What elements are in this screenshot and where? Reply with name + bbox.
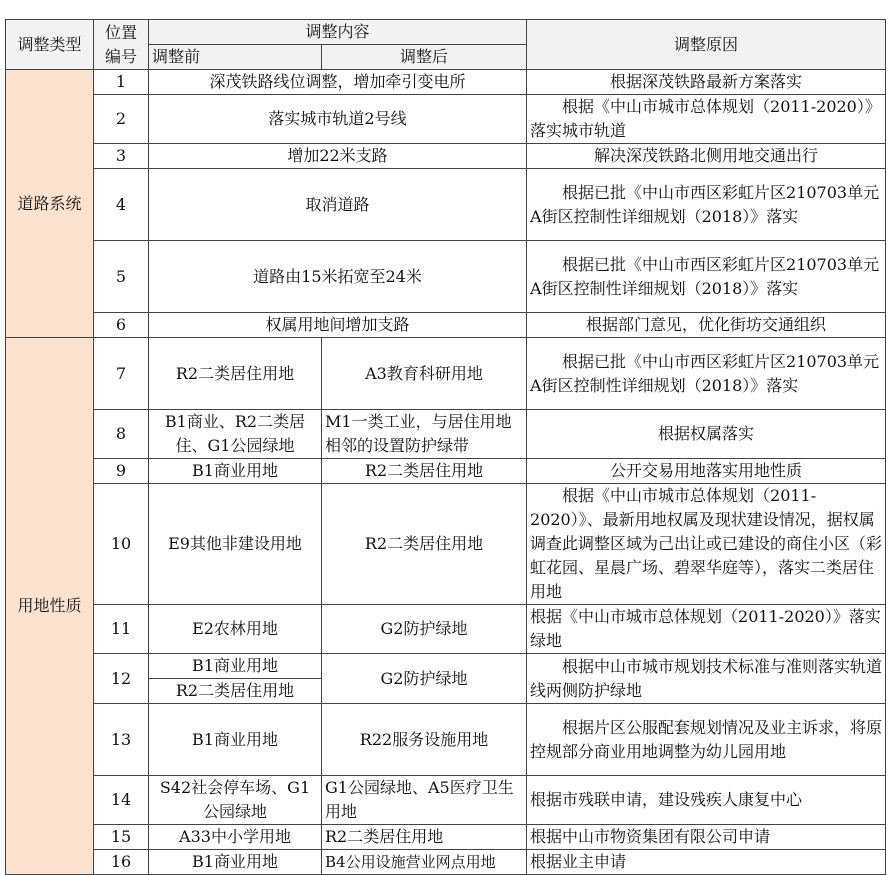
adjustment-content: 落实城市轨道2号线 [149,95,527,144]
adjustment-reason: 解决深茂铁路北侧用地交通出行 [527,144,886,169]
row-number: 5 [94,241,149,313]
before-value: E2农林用地 [149,605,322,654]
table-row [6,459,886,484]
before-value: B1商业用地 [149,850,322,875]
adjustment-reason: 根据片区公服配套规划情况及业主诉求，将原控规部分商业用地调整为幼儿园用地 [527,704,886,776]
table-row [6,484,886,605]
before-value: B1商业用地 [149,654,322,679]
table-row [6,704,886,776]
adjustment-content: 增加22米支路 [149,144,527,169]
table-row [6,654,886,679]
table-row [6,70,886,95]
row-number: 3 [94,144,149,169]
table-row [6,605,886,654]
table-row [6,95,886,144]
after-value: G2防护绿地 [322,605,527,654]
table-row [6,850,886,875]
row-number: 4 [94,169,149,241]
row-number: 8 [94,410,149,459]
header-number-line2: 编号 [104,46,137,66]
adjustment-content: 深茂铁路线位调整，增加牵引变电所 [149,70,527,95]
adjustment-content: 取消道路 [149,169,527,241]
before-value: E9其他非建设用地 [149,484,322,605]
adjustment-reason: 根据《中山市城市总体规划（2011-2020）》、最新用地权属及现状建设情况，据权属调查此调整区域为己出让或已建设的商住小区（彩虹花园、星晨广场、碧翠华庭等），落实二类居住用地 [527,484,886,605]
category-land-use: 用地性质 [6,338,94,875]
header-after: 调整后 [322,45,527,70]
before-value: B1商业、R2二类居住、G1公园绿地 [149,410,322,459]
adjustment-reason: 根据中山市物资集团有限公司申请 [527,825,886,850]
adjustment-reason: 根据中山市城市规划技术标准与准则落实轨道线两侧防护绿地 [527,654,886,704]
table-row [6,241,886,313]
adjustment-reason: 根据已批《中山市西区彩虹片区210703单元A街区控制性详细规划（2018）》落实 [527,241,886,313]
table-row [6,410,886,459]
category-road-system: 道路系统 [6,70,94,338]
after-value: R2二类居住用地 [322,825,527,850]
table-row [6,169,886,241]
before-value: R2二类居住用地 [149,338,322,410]
before-value: B1商业用地 [149,459,322,484]
after-value: A3教育科研用地 [322,338,527,410]
row-number: 12 [94,654,149,704]
table-row [6,144,886,169]
after-value: R2二类居住用地 [322,484,527,605]
header-number [94,20,149,70]
header-type: 调整类型 [6,20,94,70]
header-reason: 调整原因 [527,20,886,70]
before-value: B1商业用地 [149,704,322,776]
row-number: 10 [94,484,149,605]
after-value: M1一类工业，与居住用地相邻的设置防护绿带 [322,410,527,459]
table-row [6,338,886,410]
adjustment-table [5,19,886,875]
after-value: G2防护绿地 [322,654,527,704]
table-row [6,776,886,825]
adjustment-reason: 根据部门意见，优化街坊交通组织 [527,313,886,338]
header-before: 调整前 [149,45,322,70]
adjustment-table-container [5,19,886,875]
row-number: 9 [94,459,149,484]
row-number: 14 [94,776,149,825]
table-row [6,313,886,338]
after-value: R2二类居住用地 [322,459,527,484]
row-number: 2 [94,95,149,144]
row-number: 1 [94,70,149,95]
adjustment-reason: 根据深茂铁路最新方案落实 [527,70,886,95]
after-value: R22服务设施用地 [322,704,527,776]
row-number: 11 [94,605,149,654]
row-number: 13 [94,704,149,776]
header-row [6,20,886,45]
before-value: S42社会停车场、G1公园绿地 [149,776,322,825]
adjustment-reason: 根据权属落实 [527,410,886,459]
adjustment-reason: 根据市残联申请，建设残疾人康复中心 [527,776,886,825]
before-value: A33中小学用地 [149,825,322,850]
adjustment-reason: 根据业主申请 [527,850,886,875]
adjustment-reason: 根据已批《中山市西区彩虹片区210703单元A街区控制性详细规划（2018）》落实 [527,169,886,241]
row-number: 15 [94,825,149,850]
adjustment-reason: 根据《中山市城市总体规划（2011-2020）》 落实城市轨道 [527,95,886,144]
before-value: R2二类居住用地 [149,679,322,704]
adjustment-reason: 公开交易用地落实用地性质 [527,459,886,484]
adjustment-content: 道路由15米拓宽至24米 [149,241,527,313]
row-number: 16 [94,850,149,875]
row-number: 7 [94,338,149,410]
row-number: 6 [94,313,149,338]
table-row [6,825,886,850]
header-content: 调整内容 [149,20,527,45]
adjustment-content: 权属用地间增加支路 [149,313,527,338]
after-value: B4公用设施营业网点用地 [322,850,527,875]
adjustment-reason: 根据《中山市城市总体规划（2011-2020）》落实绿地 [527,605,886,654]
adjustment-reason: 根据已批《中山市西区彩虹片区210703单元A街区控制性详细规划（2018）》落实 [527,338,886,410]
header-number-line1: 位置 [104,22,137,42]
after-value: G1公园绿地、A5医疗卫生用地 [322,776,527,825]
